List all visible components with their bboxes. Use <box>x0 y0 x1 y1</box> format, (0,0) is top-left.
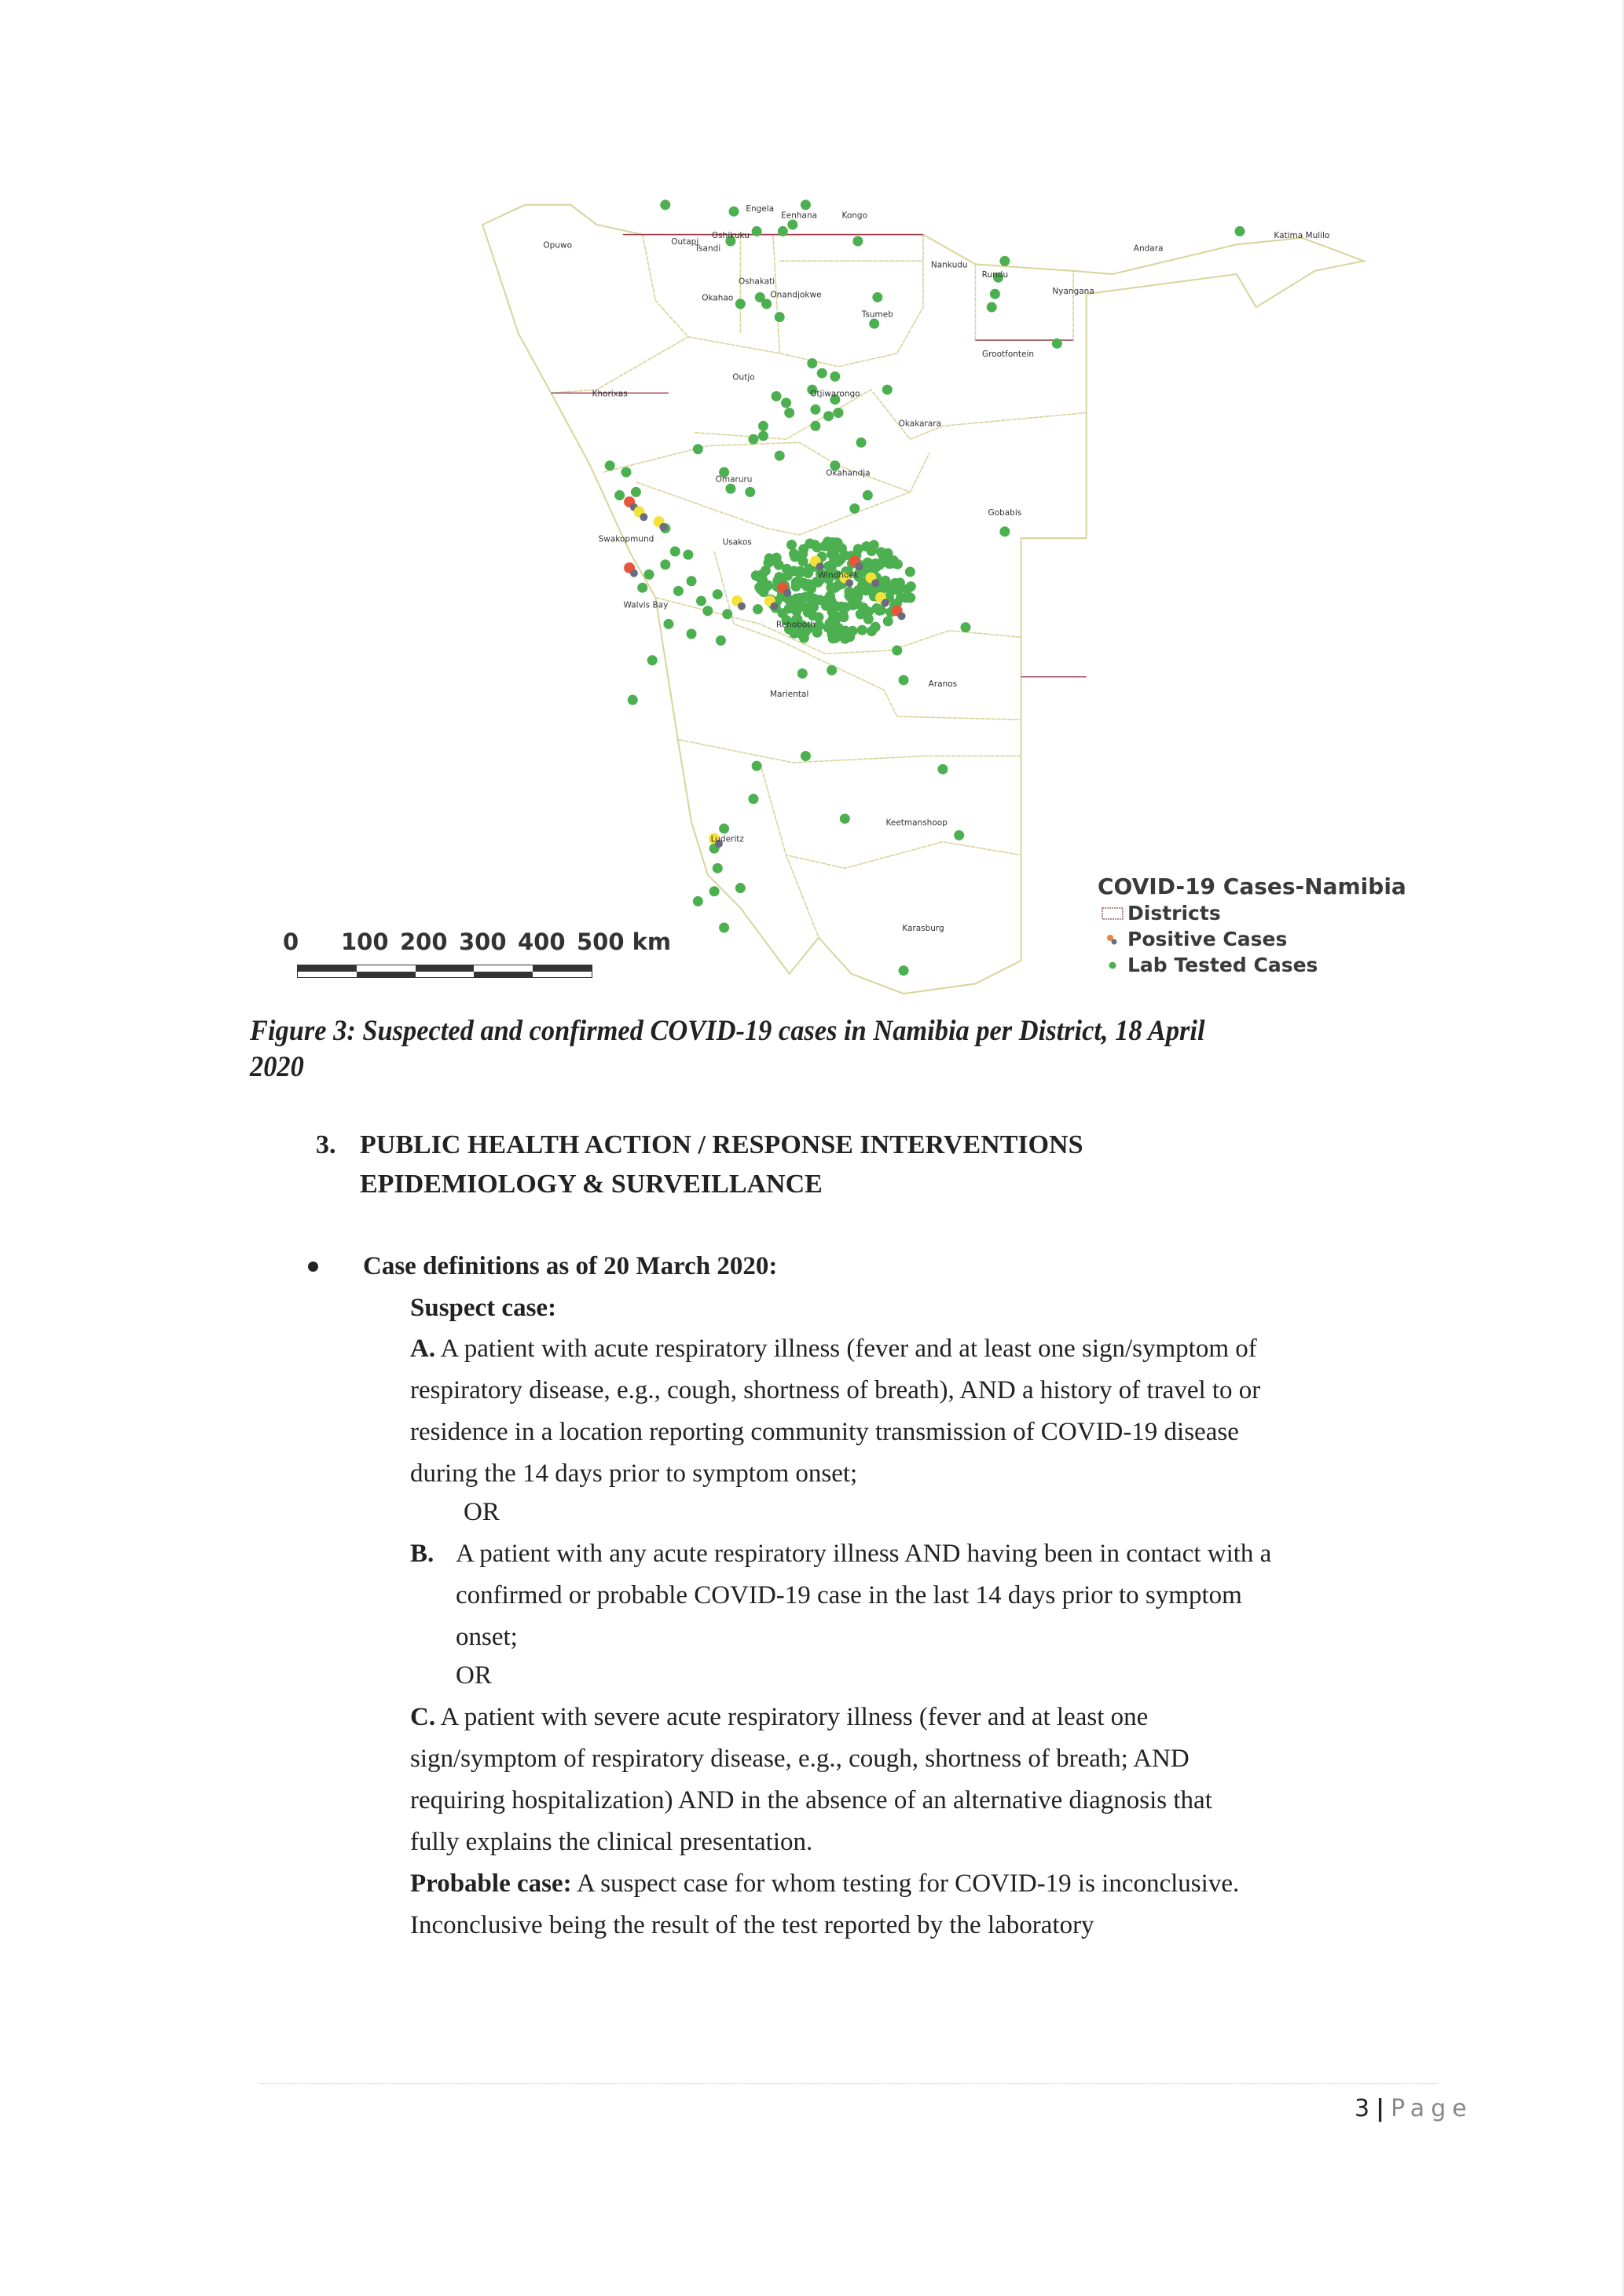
lab-tested-marker <box>660 200 670 210</box>
lab-tested-marker <box>827 665 837 676</box>
scale-label: 100 <box>341 928 389 955</box>
district-label: Engela <box>746 204 775 214</box>
lab-tested-marker <box>906 581 916 591</box>
lab-tested-marker <box>775 312 785 322</box>
lab-tested-marker <box>848 626 858 636</box>
lab-tested-marker <box>790 551 800 562</box>
scale-label: 400 <box>518 928 566 955</box>
lab-tested-marker <box>859 602 869 613</box>
definition-a-line: residence in a location reporting community transmission of COVID-19 disease <box>410 1418 1239 1446</box>
lab-tested-marker <box>999 256 1010 266</box>
legend-label: Positive Cases <box>1127 928 1288 950</box>
district-label: Walvis Bay <box>623 600 669 610</box>
legend-label: Lab Tested Cases <box>1127 954 1318 976</box>
section-heading <box>316 1130 1083 1161</box>
lab-tested-marker <box>758 430 768 441</box>
lab-tested-marker <box>961 622 971 632</box>
district-label: Nyangana <box>1052 287 1094 297</box>
lab-tested-marker <box>687 576 697 586</box>
lab-tested-marker <box>899 965 909 976</box>
page-word: Page <box>1391 2095 1473 2122</box>
footer-divider <box>259 2083 1438 2084</box>
bullet-icon <box>308 1262 318 1272</box>
lab-tested-marker <box>871 622 881 632</box>
lab-tested-marker <box>787 220 797 230</box>
district-label: Okahandja <box>826 468 871 478</box>
lab-tested-marker <box>761 298 772 309</box>
legend-item-lab-tested <box>1098 952 1406 978</box>
lab-tested-marker <box>837 544 847 554</box>
lab-tested-marker <box>835 629 845 639</box>
lab-tested-marker <box>614 490 625 500</box>
definition-b-label: B. <box>410 1540 434 1568</box>
definition-c-line: requiring hospitalization) AND in the absence of an alternative diagnosis that <box>410 1786 1212 1814</box>
district-label: Rundu <box>981 270 1009 280</box>
district-label: Aranos <box>928 679 958 690</box>
district-label: Opuwo <box>543 240 573 251</box>
district-label: Otjiwarongo <box>810 389 860 399</box>
lab-tested-marker <box>683 550 693 560</box>
definition-a-line: during the 14 days prior to symptom onset; <box>410 1459 858 1488</box>
section-title: PUBLIC HEALTH ACTION / RESPONSE INTERVENTIONS <box>360 1130 1083 1159</box>
lab-tested-marker <box>838 610 849 620</box>
scale-bar <box>297 965 592 978</box>
lab-tested-marker <box>670 546 680 556</box>
lab-tested-marker <box>990 289 1000 299</box>
lab-tested-marker <box>628 695 638 705</box>
lab-tested-marker <box>753 604 763 614</box>
definition-c-line: fully explains the clinical presentation. <box>410 1828 813 1856</box>
district-label: Tsandi <box>695 244 721 254</box>
district-label: Katima Mulilo <box>1274 230 1330 240</box>
definition-a-label: A. <box>410 1335 436 1363</box>
lab-tested-marker <box>852 591 863 602</box>
probable-case-label: Probable case: <box>410 1869 572 1898</box>
district-label: Onandjokwe <box>770 290 822 300</box>
district-label: Rehoboth <box>775 620 816 630</box>
district-label: Oshikuku <box>711 230 750 240</box>
lab-tested-marker <box>797 668 808 679</box>
lab-tested-marker <box>735 298 746 309</box>
lab-tested-marker <box>693 896 703 906</box>
lab-tested-marker <box>954 830 964 840</box>
positive-case-marker <box>816 562 824 570</box>
lab-tested-marker <box>702 606 713 616</box>
lab-tested-marker <box>807 358 817 368</box>
definition-b-line: onset; <box>456 1623 518 1651</box>
section-subheading: EPIDEMIOLOGY & SURVEILLANCE <box>360 1170 823 1199</box>
lab-tested-marker <box>735 883 746 893</box>
district-label: Grootfontein <box>981 350 1035 360</box>
lab-tested-marker <box>823 411 834 421</box>
lab-tested-marker <box>758 587 768 597</box>
lab-tested-marker <box>663 619 673 629</box>
lab-tested-marker <box>892 646 902 656</box>
caption-line: Figure 3: Suspected and confirmed COVID-19 cases in Namibia per District, 18 April <box>250 1015 1205 1047</box>
scale-label: 500 km <box>577 928 672 955</box>
suspect-case-heading: Suspect case: <box>410 1294 557 1322</box>
lab-tested-marker <box>786 540 797 550</box>
lab-tested-marker <box>748 794 758 804</box>
definition-text: A suspect case for whom testing for COVID-19 is inconclusive. <box>571 1869 1240 1898</box>
district-label: Swakopmund <box>598 534 654 544</box>
lab-tested-marker <box>830 372 840 382</box>
lab-tested-marker <box>810 405 820 415</box>
lab-tested-marker <box>719 922 729 932</box>
lab-tested-marker <box>1052 339 1062 349</box>
district-label: Outapi <box>671 237 699 247</box>
lab-tested-marker <box>637 583 647 593</box>
lab-tested-marker <box>758 421 768 431</box>
lab-tested-marker <box>752 226 762 236</box>
lab-tested-marker <box>791 577 801 588</box>
district-label: Mariental <box>770 689 809 699</box>
lab-tested-marker <box>857 625 867 635</box>
district-label: Windhoek <box>817 570 859 580</box>
lab-tested-marker <box>696 596 706 606</box>
legend-item-positive <box>1098 926 1406 952</box>
lab-tested-marker <box>801 200 811 210</box>
legend-item-districts <box>1098 900 1406 926</box>
lab-tested-marker <box>799 633 809 643</box>
lab-tested-icon <box>1098 958 1127 973</box>
lab-tested-marker <box>863 614 874 624</box>
lab-tested-marker <box>833 408 843 418</box>
or-separator: OR <box>456 1661 492 1690</box>
positive-case-marker <box>630 569 638 577</box>
positive-case-marker <box>856 562 863 570</box>
positive-case-marker <box>640 513 647 521</box>
positive-case-marker <box>771 602 779 610</box>
district-label: Outjo <box>732 372 755 383</box>
lab-tested-marker <box>801 751 811 761</box>
lab-tested-marker <box>745 487 755 497</box>
definition-c-label: C. <box>410 1703 436 1731</box>
district-label: Karasburg <box>902 924 944 934</box>
lab-tested-marker <box>849 504 860 514</box>
lab-tested-marker <box>840 814 850 824</box>
lab-tested-marker <box>781 397 791 408</box>
lab-tested-marker <box>621 467 631 478</box>
scale-label: 0 <box>283 928 299 955</box>
definition-c-line: sign/symptom of respiratory disease, e.g., cough, shortness of breath; AND <box>410 1745 1190 1773</box>
lab-tested-marker <box>801 581 812 591</box>
district-label: Luderitz <box>710 834 744 844</box>
lab-tested-marker <box>693 444 703 454</box>
district-label: Keetmanshoop <box>885 818 948 828</box>
lab-tested-marker <box>823 594 833 604</box>
positive-case-marker <box>845 579 853 587</box>
lab-tested-marker <box>660 559 670 569</box>
district-label: Omaruru <box>715 474 753 485</box>
legend-label: Districts <box>1127 902 1221 925</box>
district-label: Oshakati <box>739 276 775 287</box>
lab-tested-marker <box>1234 226 1245 236</box>
lab-tested-marker <box>852 236 863 247</box>
lab-tested-marker <box>752 761 762 771</box>
lab-tested-marker <box>999 526 1010 536</box>
map-legend <box>1098 873 1406 978</box>
lab-tested-marker <box>709 886 720 896</box>
lab-tested-marker <box>872 292 882 302</box>
district-label: Khorixas <box>592 389 628 399</box>
lab-tested-marker <box>795 566 805 577</box>
lab-tested-marker <box>810 421 820 431</box>
legend-title: COVID-19 Cases-Namibia <box>1098 873 1406 899</box>
figure-caption <box>250 1013 1317 1086</box>
lab-tested-marker <box>778 226 788 236</box>
district-outline-icon <box>1098 906 1127 921</box>
lab-tested-marker <box>797 601 808 611</box>
district-label: Tsumeb <box>861 309 893 320</box>
positive-case-marker <box>659 523 667 531</box>
or-separator: OR <box>464 1498 500 1526</box>
lab-tested-marker <box>713 589 723 599</box>
positive-case-marker <box>898 612 906 620</box>
lab-tested-marker <box>869 319 879 329</box>
definition-b-line: A patient with any acute respiratory illness AND having been in contact with a <box>456 1540 1272 1568</box>
lab-tested-marker <box>644 569 654 580</box>
lab-tested-marker <box>882 553 893 563</box>
district-label: Andara <box>1133 244 1164 254</box>
lab-tested-marker <box>722 609 732 619</box>
district-label: Nankudu <box>930 260 968 270</box>
lab-tested-marker <box>863 490 873 500</box>
positive-case-marker <box>882 599 889 607</box>
lab-tested-marker <box>987 302 997 313</box>
positive-case-marker <box>738 602 746 610</box>
lab-tested-marker <box>883 616 893 626</box>
district-label: Okahao <box>702 293 734 303</box>
lab-tested-marker <box>844 587 854 597</box>
lab-tested-marker <box>772 391 782 401</box>
district-label: Gobabis <box>988 507 1022 518</box>
lab-tested-marker <box>829 620 839 630</box>
lab-tested-marker <box>631 487 641 497</box>
lab-tested-marker <box>719 823 729 833</box>
lab-tested-marker <box>819 541 830 551</box>
lab-tested-marker <box>729 207 739 217</box>
lab-tested-marker <box>757 576 768 586</box>
scale-label: 300 <box>459 928 507 955</box>
lab-tested-marker <box>817 368 827 379</box>
lab-tested-marker <box>899 675 909 685</box>
positive-case-marker <box>783 589 791 597</box>
definition-text: A patient with acute respiratory illness (fever and at least one sign/symptom of <box>435 1335 1257 1363</box>
lab-tested-marker <box>713 863 723 873</box>
lab-tested-marker <box>784 408 794 418</box>
page-separator: | <box>1376 2095 1387 2122</box>
district-label: Okakarara <box>898 419 942 429</box>
lab-tested-marker <box>725 484 735 494</box>
page-number <box>1355 2095 1473 2122</box>
page-number-value: 3 <box>1355 2095 1372 2122</box>
definition-text: A patient with severe acute respiratory illness (fever and at least one <box>435 1703 1149 1731</box>
lab-tested-marker <box>687 629 697 639</box>
lab-tested-marker <box>748 434 758 445</box>
lab-tested-marker <box>882 385 893 395</box>
case-definitions-heading: Case definitions as of 20 March 2020: <box>363 1252 778 1280</box>
district-label: Eenhana <box>781 211 818 221</box>
scale-label: 200 <box>400 928 448 955</box>
district-label: Usakos <box>722 537 752 547</box>
lab-tested-marker <box>801 591 811 602</box>
definition-a-line <box>410 1333 1257 1364</box>
positive-case-marker <box>871 579 879 587</box>
lab-tested-marker <box>716 635 726 646</box>
lab-tested-marker <box>874 606 885 616</box>
lab-tested-marker <box>856 438 867 448</box>
lab-tested-marker <box>647 655 658 665</box>
section-number: 3. <box>316 1130 336 1159</box>
positive-case-icon <box>1098 932 1127 947</box>
lab-tested-marker <box>789 628 799 639</box>
definition-b-line: confirmed or probable COVID-19 case in the last 14 days prior to symptom <box>456 1581 1242 1609</box>
lab-tested-marker <box>605 460 615 471</box>
lab-tested-marker <box>896 592 906 602</box>
definition-a-line: respiratory disease, e.g., cough, shortness of breath), AND a history of travel to or <box>410 1376 1261 1404</box>
lab-tested-marker <box>887 585 897 595</box>
lab-tested-marker <box>768 555 778 566</box>
lab-tested-marker <box>673 586 684 596</box>
probable-case-line: Inconclusive being the result of the test reported by the laboratory <box>410 1911 1094 1939</box>
caption-line: 2020 <box>250 1051 304 1083</box>
lab-tested-marker <box>937 764 948 774</box>
lab-tested-marker <box>775 451 785 461</box>
lab-tested-marker <box>905 567 915 577</box>
definition-c-line <box>410 1701 1148 1733</box>
probable-case-line <box>410 1868 1239 1899</box>
district-label: Kongo <box>841 211 868 221</box>
